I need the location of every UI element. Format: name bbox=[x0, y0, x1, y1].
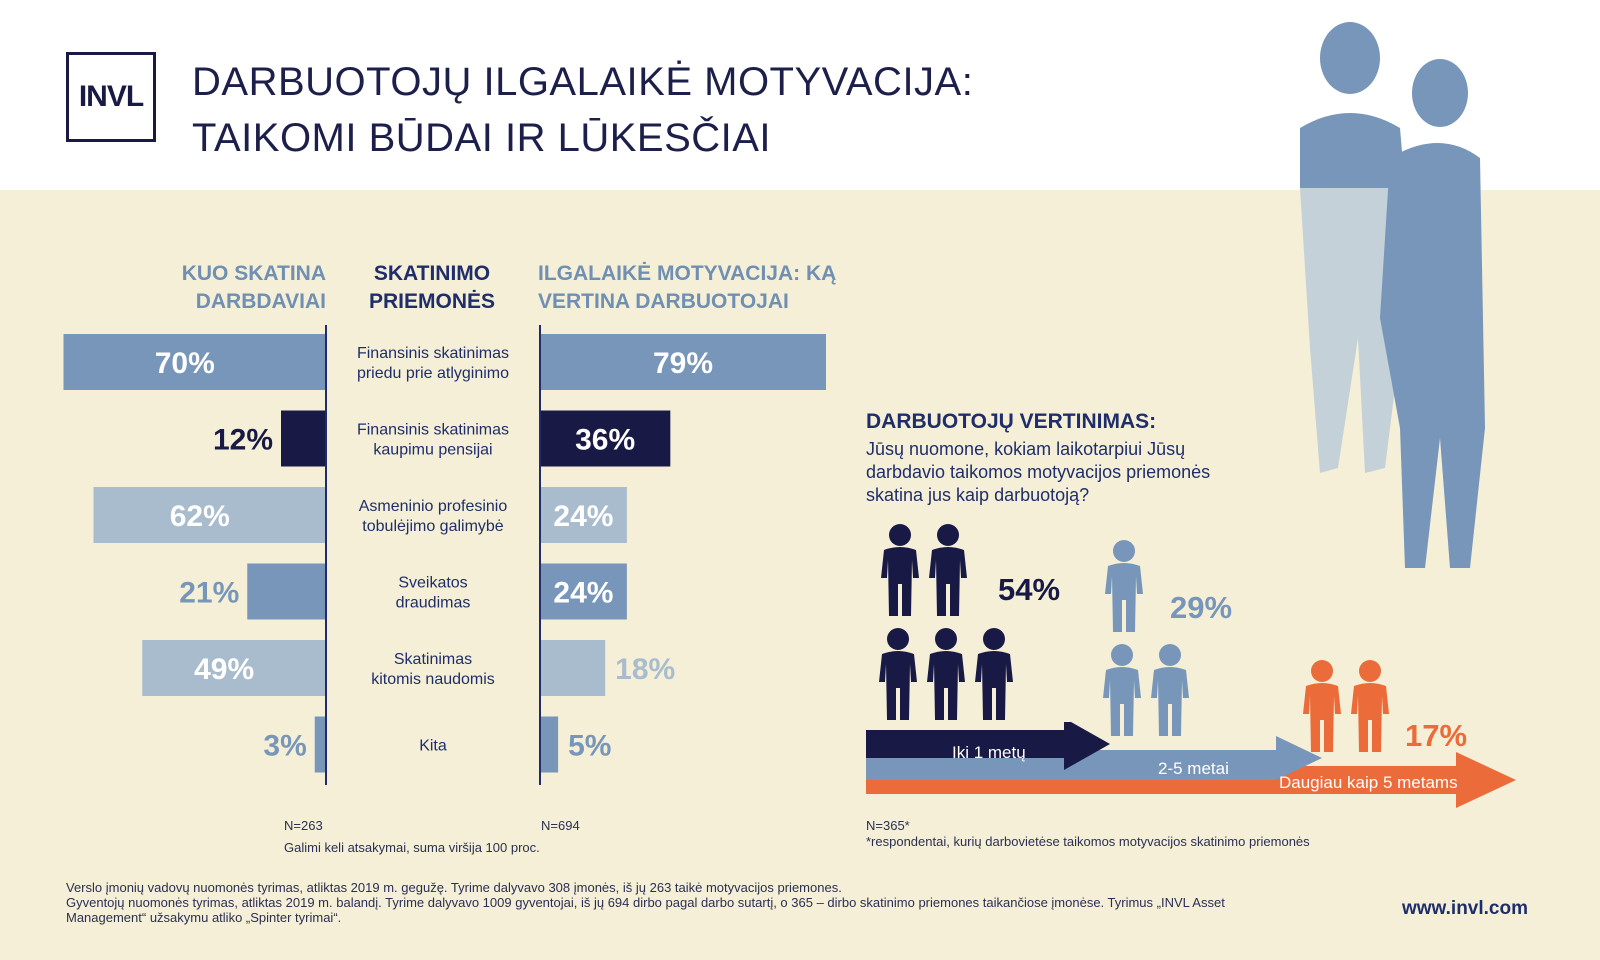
timeline-label-2-5-metai: 2-5 metai bbox=[1158, 759, 1229, 778]
footer-line-2: Gyventojų nuomonės tyrimas, atliktas 2019 m. balandį. Tyrime dalyvavo 1009 gyventojai, iš jų 694 dirbo pagal darbo sutartį, o 365 – dirbo skatinimo priemones taikančiose įmonėse. Tyrimus „INVL Asset Management“ užsakymu atliko „Spinter tyrimai“. bbox=[66, 895, 1225, 925]
title-line-2: TAIKOMI BŪDAI IR LŪKESČIAI bbox=[192, 116, 772, 160]
footer-sources bbox=[66, 880, 1266, 925]
footer-line-1: Verslo įmonių vadovų nuomonės tyrimas, atliktas 2019 m. gegužę. Tyrime dalyvavo 308 įmonės, iš jų 263 taikė motyvacijos priemones. bbox=[66, 880, 842, 895]
invl-logo: INVL bbox=[66, 52, 156, 142]
person-icon bbox=[1102, 540, 1146, 632]
silhouette-illustration bbox=[1280, 18, 1520, 588]
timeline-label-iki-1-metu: Iki 1 metų bbox=[952, 743, 1026, 762]
column-header-measures: SKATINIMO PRIEMONĖS bbox=[368, 262, 496, 313]
value-label-left-2: 62% bbox=[169, 500, 230, 533]
bar-right-5 bbox=[540, 717, 558, 773]
value-label-left-3: 21% bbox=[179, 576, 240, 610]
value-label-left-4: 49% bbox=[194, 653, 255, 686]
vertinimas-question: Jūsų nuomone, kokiam laikotarpiui Jūsų darbdavio taikomos motyvacijos priemonės skatina jus kaip darbuotoją? bbox=[866, 439, 1211, 505]
value-label-left-0: 70% bbox=[154, 347, 215, 380]
pct-daugiau-5-metu: 17% bbox=[1405, 718, 1468, 753]
vert-footnote: *respondentai, kurių darbovietėse taikomos motyvacijos skatinimo priemonės bbox=[866, 834, 1310, 849]
value-label-right-5: 5% bbox=[568, 729, 612, 763]
person-icon bbox=[972, 628, 1016, 720]
person-icon bbox=[926, 524, 970, 616]
bar-left-3 bbox=[247, 564, 326, 620]
category-label-0: Finansinis skatinimas priedu prie atlyginimo bbox=[356, 345, 510, 382]
category-label-5: Kita bbox=[419, 737, 447, 755]
category-label-3: Sveikatos draudimas bbox=[395, 574, 471, 612]
person-icon bbox=[924, 628, 968, 720]
person-icon bbox=[876, 628, 920, 720]
butterfly-bar-chart bbox=[0, 0, 880, 800]
website-link[interactable]: www.invl.com bbox=[1402, 898, 1528, 919]
right-sample-size: N=694 bbox=[541, 818, 580, 833]
bar-right-4 bbox=[540, 640, 605, 696]
value-label-right-1: 36% bbox=[575, 423, 636, 457]
bar-left-1 bbox=[281, 411, 326, 467]
vertinimas-title: DARBUOTOJŲ VERTINIMAS: bbox=[866, 410, 1157, 433]
left-sample-size: N=263 bbox=[284, 818, 323, 833]
pct-iki-1-metu: 54% bbox=[998, 572, 1061, 607]
vert-sample-size: N=365* bbox=[866, 818, 910, 833]
category-label-4: Skatinimas kitomis naudomis bbox=[371, 651, 495, 688]
person-icon bbox=[878, 524, 922, 616]
value-label-right-2: 24% bbox=[553, 500, 614, 533]
pct-2-5-metai: 29% bbox=[1170, 590, 1233, 625]
value-label-right-3: 24% bbox=[553, 576, 614, 610]
column-header-employees: ILGALAIKĖ MOTYVACIJA: KĄ VERTINA DARBUOTOJAI bbox=[538, 262, 837, 313]
bar-left-5 bbox=[315, 717, 326, 773]
value-label-left-1: 12% bbox=[212, 423, 273, 457]
category-label-2: Asmeninio profesinio tobulėjimo galimybė bbox=[358, 498, 508, 535]
value-label-right-0: 79% bbox=[652, 347, 714, 380]
category-label-1: Finansinis skatinimas kaupimu pensijai bbox=[356, 421, 510, 459]
value-label-left-5: 3% bbox=[263, 729, 307, 763]
column-header-employers: KUO SKATINA DARBDAVIAI bbox=[181, 262, 326, 313]
title-line-1: DARBUOTOJŲ ILGALAIKĖ MOTYVACIJA: bbox=[192, 60, 974, 104]
timeline-label-daugiau-5: Daugiau kaip 5 metams bbox=[1279, 773, 1458, 792]
multi-answer-note: Galimi keli atsakymai, suma viršija 100 proc. bbox=[284, 840, 540, 855]
value-label-right-4: 18% bbox=[615, 653, 676, 686]
